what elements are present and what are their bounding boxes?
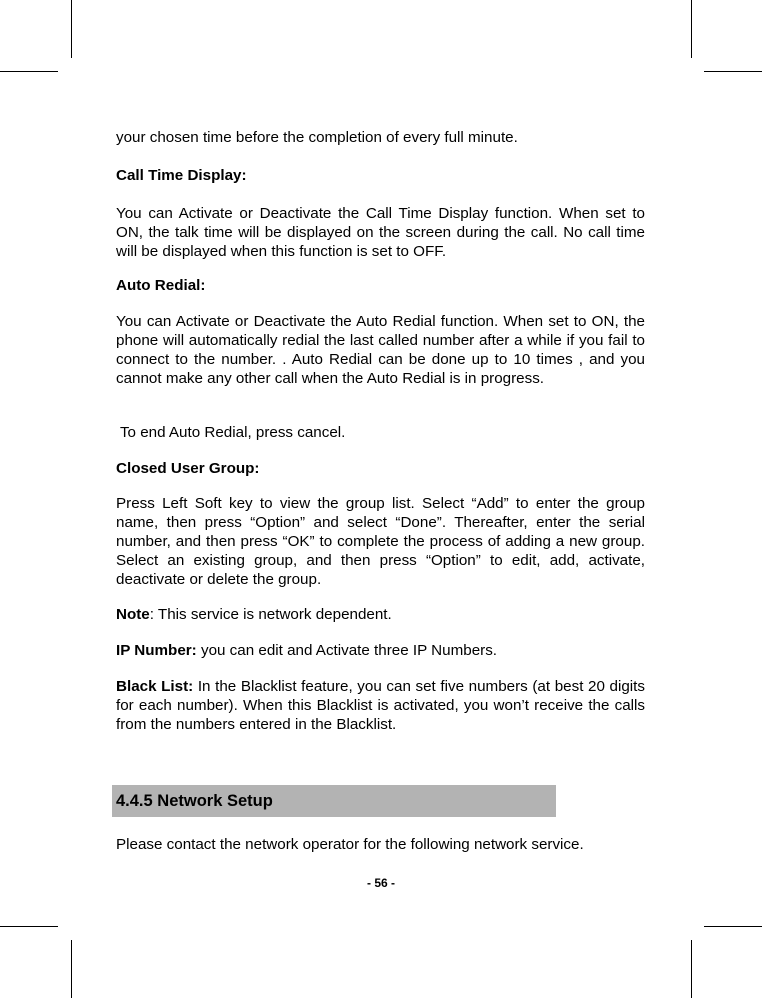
paragraph-closed-user-group: Press Left Soft key to view the group list. Select “Add” to enter the group name, then press “Option” and select “Done”. Thereafter, enter the serial number, and then press “OK” to complete the process of adding a new group. Select an existing group, and then press “Option” to edit, add, activate, deactivate or delete the group. <box>116 495 645 588</box>
paragraph-auto-redial: You can Activate or Deactivate the Auto Redial function. When set to ON, the phone will automatically redial the last called number after a while if you fail to connect to the number. . Auto Redial can be done up to 10 times , and you cannot make any other call when the Auto Redial is in progress. <box>116 313 645 387</box>
crop-mark <box>691 0 692 58</box>
crop-mark <box>0 926 58 927</box>
paragraph-ip-number <box>116 641 645 660</box>
section-header-network-setup <box>112 785 556 818</box>
crop-mark <box>704 926 762 927</box>
heading-call-time-display: Call Time Display: <box>116 167 247 184</box>
paragraph-end-auto-redial: To end Auto Redial, press cancel. <box>116 424 346 441</box>
paragraph-intro: your chosen time before the completion of every full minute. <box>116 129 518 146</box>
paragraph-call-time-display: You can Activate or Deactivate the Call Time Display function. When set to ON, the talk time will be displayed on the screen during the call. No call time will be displayed when this function is set to OFF. <box>116 205 645 260</box>
crop-mark <box>0 71 58 72</box>
heading-closed-user-group: Closed User Group: <box>116 460 260 477</box>
crop-mark <box>704 71 762 72</box>
heading-auto-redial: Auto Redial: <box>116 277 206 294</box>
black-list-label: Black List: <box>116 678 194 695</box>
ip-number-label: IP Number: <box>116 642 197 659</box>
note-text: : This service is network dependent. <box>149 606 392 623</box>
crop-mark <box>71 0 72 58</box>
crop-mark <box>71 940 72 998</box>
page-number: - 56 - <box>366 876 395 890</box>
crop-mark <box>691 940 692 998</box>
ip-number-text: you can edit and Activate three IP Numbers. <box>196 642 498 659</box>
note-label: Note <box>116 606 150 623</box>
paragraph-note <box>116 605 645 624</box>
paragraph-black-list <box>116 677 645 734</box>
section-title: 4.4.5 Network Setup <box>116 792 273 810</box>
paragraph-network-setup: Please contact the network operator for the following network service. <box>116 836 584 853</box>
black-list-text: In the Blacklist feature, you can set five numbers (at best 20 digits for each number). When this Blacklist is activated, you won’t receive the calls from the numbers entered in the Blacklist. <box>116 678 645 733</box>
